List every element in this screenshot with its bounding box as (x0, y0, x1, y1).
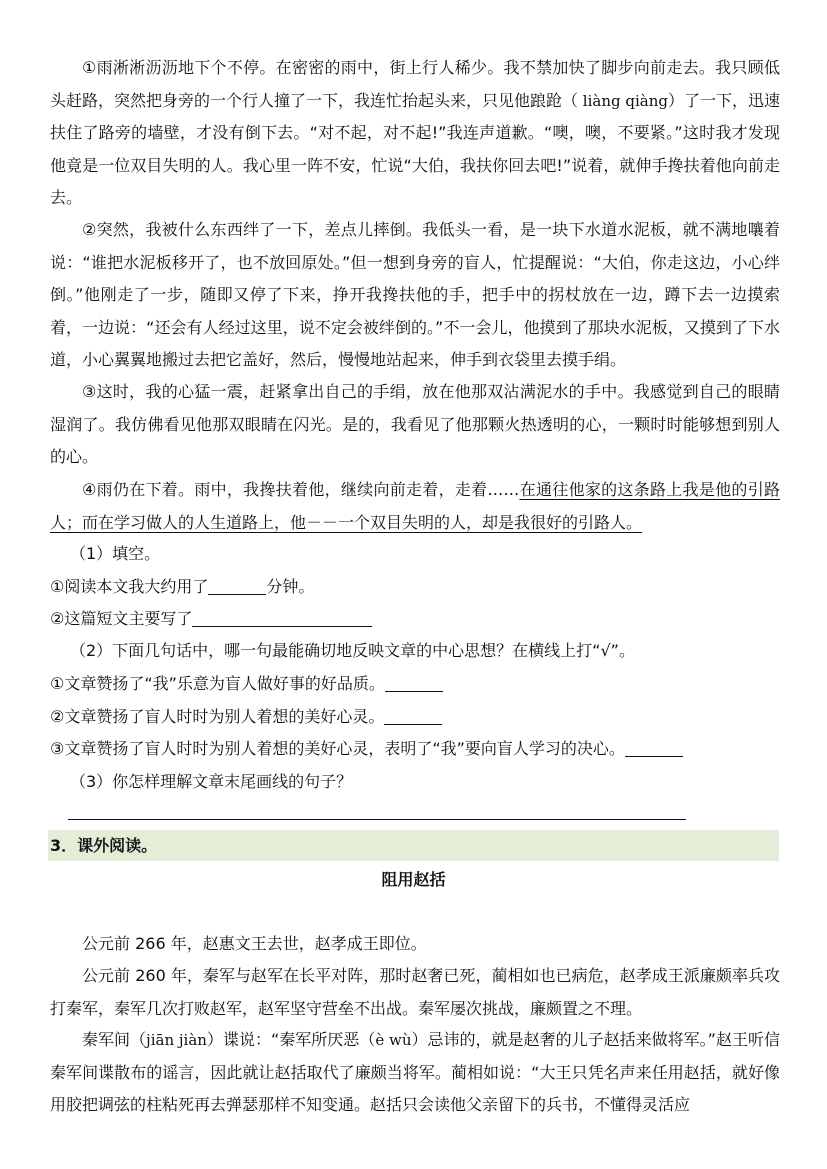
question-2-option-1: ①文章赞扬了“我”乐意为盲人做好事的好品质。 (50, 668, 785, 700)
pinyin-annotation: è wù (375, 1031, 412, 1049)
question-3-heading: （3）你怎样理解文章末尾画线的句子？ (70, 772, 353, 791)
question-1a: ①阅读本文我大约用了 分钟。 (50, 577, 315, 596)
article-title: 阻用赵括 (381, 870, 446, 889)
reading-paragraph-2: 公元前 260 年，秦军与赵军在长平对阵，那时赵奢已死，蔺相如也已病危，赵孝成王派廉颇率兵攻打秦军，秦军几次打败赵军，赵军坚守营垒不出战。秦军屡次挑战，廉颇置之不理。 (50, 966, 780, 1018)
answer-blank[interactable] (384, 708, 442, 725)
reading-paragraph-1: 公元前 266 年，赵惠文王去世，赵孝成王即位。 (82, 934, 427, 953)
passage-paragraph-3: ③这时，我的心猛一震，赶紧拿出自己的手绢，放在他那双沾满泥水的手中。我感觉到自己的眼睛湿润了。我仿佛看见他那双眼睛在闪光。是的，我看见了他那颗火热透明的心，一颗时时能够想到别人的心。 (50, 382, 780, 466)
answer-blank[interactable] (192, 610, 372, 627)
pinyin-annotation: liàng qiàng (578, 91, 668, 110)
question-2-option-3: ③文章赞扬了盲人时时为别人着想的美好心灵，表明了“我”要向盲人学习的决心。 (50, 733, 785, 765)
question-2-option-2: ②文章赞扬了盲人时时为别人着想的美好心灵。 (50, 701, 785, 733)
passage-paragraph-4: ④雨仍在下着。雨中，我搀扶着他，继续向前走着，走着……在通往他家的这条路上我是他的引路人；而在学习做人的人生道路上，他－－一个双目失明的人，却是我很好的引路人。 (50, 480, 780, 532)
question-1-heading: （1）填空。 (70, 544, 161, 563)
pinyin-annotation: jiān jiàn (146, 1031, 207, 1049)
passage-paragraph-1: ①雨淅淅沥沥地下个不停。在密密的雨中，街上行人稀少。我不禁加快了脚步向前走去。我只顾低头赶路，突然把身旁的一个行人撞了一下，我连忙抬起头来，只见他踉跄（ liàng qiàng）了一下，迅速扶住了路旁的墙壁，才没有倒下去。“对不起，对不起!”我连声道歉。“噢，噢，不要紧。”这时我才发现他竟是一位双目失明的人。我心里一阵不安，忙说“大伯，我扶你回去吧!”说着，就伸手搀扶着他向前走去。 (50, 58, 780, 207)
underlined-sentence: 在通往他家的这条路上我是他的引路人；而在学习做人的人生道路上，他－－一个双目失明的人，却是我很好的引路人。 (50, 480, 780, 532)
answer-line[interactable] (68, 819, 686, 820)
answer-blank[interactable] (625, 740, 683, 757)
section-heading-bar: 3．课外阅读。 (48, 830, 779, 861)
answer-blank[interactable] (385, 675, 443, 692)
answer-blank[interactable] (208, 578, 266, 595)
question-1b: ②这篇短文主要写了 (50, 603, 785, 635)
question-2-heading: （2）下面几句话中，哪一句最能确切地反映文章的中心思想？在横线上打“√”。 (70, 641, 635, 660)
passage-paragraph-2: ②突然，我被什么东西绊了一下，差点儿摔倒。我低头一看，是一块下水道水泥板，就不满地嚷着说：“谁把水泥板移开了，也不放回原处。”但一想到身旁的盲人，忙提醒说：“大伯，你走这边，小心绊倒。”他刚走了一步，随即又停了下来，挣开我搀扶他的手，把手中的拐杖放在一边，蹲下去一边摸索着，一边说：“还会有人经过这里，说不定会被绊倒的。”不一会儿，他摸到了那块水泥板，又摸到了下水道，小心翼翼地搬过去把它盖好，然后，慢慢地站起来，伸手到衣袋里去摸手绢。 (50, 220, 780, 369)
reading-paragraph-3: 秦军间（jiān jiàn）谍说：“秦军所厌恶（è wù）忌讳的，就是赵奢的儿子赵括来做将军。”赵王听信秦军间谍散布的谣言，因此就让赵括取代了廉颇当将军。蔺相如说：“大王只凭名声来任用赵括，就好像用胶把调弦的柱粘死再去弹瑟那样不知变通。赵括只会读他父亲留下的兵书，不懂得灵活应 (50, 1030, 780, 1114)
